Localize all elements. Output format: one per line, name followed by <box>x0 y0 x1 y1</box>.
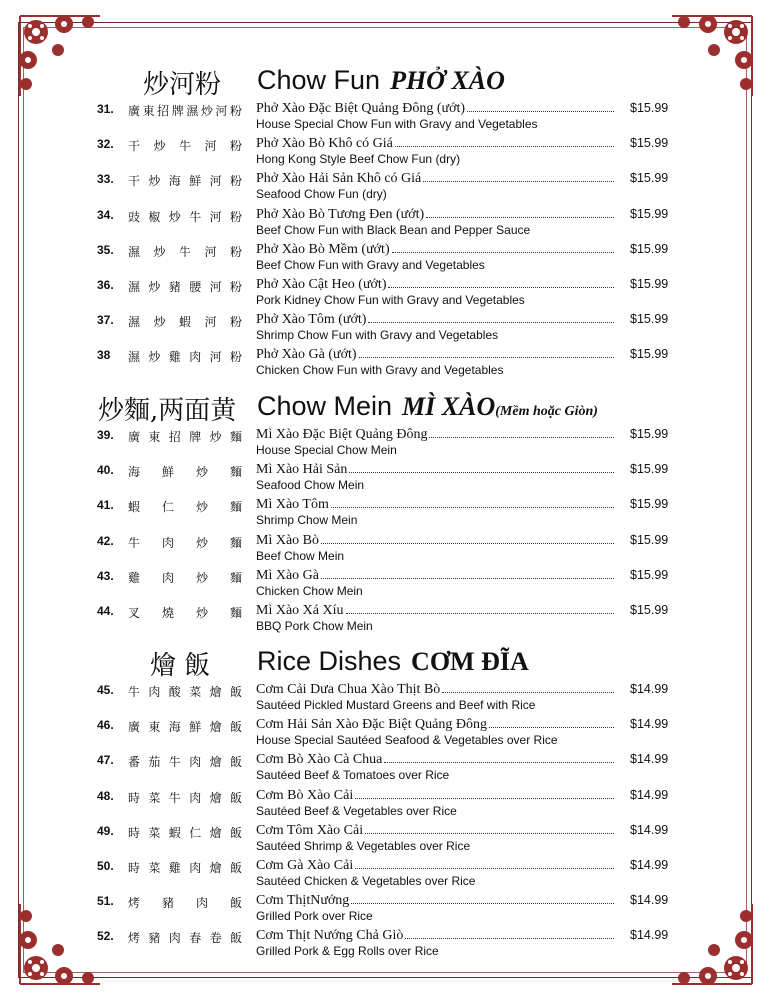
item-price: $15.99 <box>630 276 669 291</box>
section-header <box>0 64 772 100</box>
item-chinese-name: 牛肉酸菜燴飯 <box>128 685 242 699</box>
item-vietnamese-line <box>256 100 614 117</box>
dot-leader <box>368 311 614 323</box>
menu-item <box>0 170 772 205</box>
item-english-name: Hong Kong Style Beef Chow Fun (dry) <box>256 152 461 167</box>
item-chinese-name: 豉椒炒牛河粉 <box>128 209 242 224</box>
menu-item <box>0 346 772 381</box>
item-english-name: Grilled Pork over Rice <box>256 909 373 924</box>
section-rice-dishes <box>0 645 772 963</box>
menu-item <box>0 927 772 962</box>
item-vietnamese-name: Mì Xào Bò <box>256 532 319 548</box>
item-english-name: Seafood Chow Fun (dry) <box>256 187 387 202</box>
dot-leader <box>359 346 614 358</box>
item-english-name: Sautéed Chicken & Vegetables over Rice <box>256 873 476 888</box>
item-vietnamese-name: Mì Xào Tôm <box>256 497 329 513</box>
item-vietnamese-name: Phở Xào Gà (ướt) <box>256 347 357 363</box>
item-vietnamese-name: Cơm Cải Dưa Chua Xào Thịt Bò <box>256 682 441 697</box>
item-vietnamese-line <box>256 716 614 733</box>
item-number: 44. <box>97 603 114 618</box>
item-chinese-name: 海鮮炒麵 <box>128 465 242 480</box>
item-vietnamese-name: Phở Xào Hải Sản Khô có Giá <box>256 171 422 187</box>
section-note: (Mềm hoặc Giòn) <box>495 404 598 419</box>
section-chow-fun <box>0 64 772 382</box>
item-vietnamese-line <box>256 681 614 698</box>
section-chinese-title: 燴 飯 <box>150 651 211 681</box>
dot-leader <box>442 681 614 693</box>
menu-item <box>0 567 772 602</box>
dot-leader <box>423 170 614 182</box>
menu-item <box>0 751 772 786</box>
item-vietnamese-name: Cơm ThịtNướng <box>256 893 350 909</box>
item-chinese-name: 濕炒蝦河粉 <box>128 315 242 330</box>
item-english-name: Grilled Pork & Egg Rolls over Rice <box>256 944 439 959</box>
item-vietnamese-line <box>256 276 614 293</box>
item-price: $15.99 <box>630 427 669 441</box>
item-vietnamese-name: Cơm Gà Xào Cải <box>256 857 354 873</box>
menu-item <box>0 461 772 496</box>
item-number: 36. <box>97 277 114 292</box>
dot-leader <box>405 927 614 939</box>
item-english-name: Chicken Chow Fun with Gravy and Vegetables <box>256 363 504 378</box>
item-vietnamese-line <box>256 170 614 187</box>
item-price: $15.99 <box>630 206 669 221</box>
item-english-name: Sautéed Beef & Vegetables over Rice <box>256 803 457 818</box>
dot-leader <box>395 135 614 147</box>
menu-item <box>0 787 772 822</box>
item-english-name: House Special Sautéed Seafood & Vegetables over Rice <box>256 733 558 748</box>
item-vietnamese-name: Mì Xào Đặc Biệt Quảng Đông <box>256 427 428 442</box>
dot-leader <box>349 461 614 473</box>
item-number: 39. <box>97 428 114 442</box>
item-vietnamese-name: Phở Xào Cật Heo (ướt) <box>256 276 387 292</box>
dot-leader <box>351 892 614 904</box>
menu-item <box>0 496 772 531</box>
item-chinese-name: 濕炒牛河粉 <box>128 244 242 259</box>
section-chinese-title: 炒麵,两面黄 <box>98 396 237 426</box>
dot-leader <box>365 822 614 834</box>
item-vietnamese-line <box>256 532 614 549</box>
item-number: 47. <box>97 753 114 768</box>
section-chinese-title: 炒河粉 <box>143 70 222 100</box>
dot-leader <box>321 567 614 579</box>
item-price: $15.99 <box>630 101 669 115</box>
item-english-name: Seafood Chow Mein <box>256 478 365 493</box>
item-english-name: Beef Chow Fun with Black Bean and Pepper Sauce <box>256 222 531 237</box>
item-chinese-name: 烤豬肉飯 <box>128 896 242 911</box>
item-price: $15.99 <box>630 171 669 186</box>
section-header <box>0 390 772 426</box>
item-chinese-name: 番茄牛肉燴飯 <box>128 755 242 770</box>
item-vietnamese-line <box>256 787 614 804</box>
item-price: $15.99 <box>630 312 669 327</box>
menu-item <box>0 206 772 241</box>
item-price: $15.99 <box>630 602 669 617</box>
dot-leader <box>489 716 614 728</box>
item-chinese-name: 濕炒豬腰河粉 <box>128 279 242 294</box>
item-vietnamese-line <box>256 426 614 443</box>
item-english-name: House Special Chow Mein <box>256 443 397 457</box>
item-chinese-name: 時菜蝦仁燴飯 <box>128 825 242 840</box>
item-english-name: Beef Chow Fun with Gravy and Vegetables <box>256 257 485 272</box>
item-chinese-name: 雞肉炒麵 <box>128 570 242 585</box>
dot-leader <box>429 426 614 438</box>
item-chinese-name: 牛肉炒麵 <box>128 535 242 550</box>
item-number: 42. <box>97 533 114 548</box>
item-vietnamese-name: Cơm Bò Xào Cải <box>256 787 354 803</box>
item-number: 52. <box>97 929 114 944</box>
item-chinese-name: 叉燒炒麵 <box>128 605 242 620</box>
item-price: $15.99 <box>630 462 669 477</box>
item-chinese-name: 廣東海鮮燴飯 <box>128 720 242 735</box>
item-price: $15.99 <box>630 567 669 582</box>
item-number: 33. <box>97 172 114 187</box>
item-vietnamese-name: Cơm Thịt Nướng Chả Giò <box>256 928 404 944</box>
menu-item <box>0 716 772 751</box>
item-vietnamese-line <box>256 892 614 909</box>
menu-item <box>0 276 772 311</box>
item-english-name: BBQ Pork Chow Mein <box>256 618 373 633</box>
item-price: $14.99 <box>630 822 669 837</box>
section-english-title: Chow Mein MÌ XÀO(Mềm hoặc Giòn) <box>257 391 598 421</box>
item-vietnamese-line <box>256 751 614 768</box>
section-header <box>0 645 772 681</box>
menu-item <box>0 822 772 857</box>
menu-item <box>0 602 772 637</box>
dot-leader <box>346 602 615 614</box>
item-vietnamese-name: Phở Xào Bò Khô có Giá <box>256 136 393 152</box>
item-price: $14.99 <box>630 682 669 696</box>
dot-leader <box>426 206 614 218</box>
item-price: $14.99 <box>630 752 669 767</box>
item-number: 37. <box>97 313 114 328</box>
menu-item <box>0 532 772 567</box>
section-english-title: Chow Fun PHỞ XÀO <box>257 65 505 95</box>
item-vietnamese-line <box>256 241 614 258</box>
item-number: 32. <box>97 137 114 152</box>
menu-item <box>0 135 772 170</box>
item-number: 51. <box>97 894 114 909</box>
item-chinese-name: 干炒牛河粉 <box>128 139 242 154</box>
item-price: $15.99 <box>630 136 669 151</box>
item-vietnamese-line <box>256 206 614 223</box>
item-vietnamese-name: Cơm Bò Xào Cà Chua <box>256 752 383 768</box>
item-vietnamese-line <box>256 567 614 584</box>
item-english-name: Beef Chow Mein <box>256 548 345 563</box>
item-number: 49. <box>97 823 114 838</box>
item-english-name: Shrimp Chow Mein <box>256 513 358 528</box>
item-vietnamese-line <box>256 822 614 839</box>
section-vietnamese-title: PHỞ XÀO <box>390 66 505 95</box>
item-number: 48. <box>97 788 114 803</box>
item-price: $15.99 <box>630 497 669 512</box>
item-price: $15.99 <box>630 241 669 256</box>
dot-leader <box>355 857 614 869</box>
item-chinese-name: 干炒海鮮河粉 <box>128 174 242 189</box>
item-number: 40. <box>97 463 114 478</box>
item-number: 34. <box>97 207 114 222</box>
menu-item <box>0 311 772 346</box>
menu-item <box>0 857 772 892</box>
item-number: 38 <box>97 348 111 363</box>
item-chinese-name: 濕炒雞肉河粉 <box>128 350 242 365</box>
dot-leader <box>321 532 614 544</box>
item-chinese-name: 烤豬肉春卷飯 <box>128 931 242 946</box>
item-price: $15.99 <box>630 347 669 362</box>
item-number: 43. <box>97 568 114 583</box>
section-vietnamese-title: MÌ XÀO <box>402 392 496 421</box>
item-price: $14.99 <box>630 787 669 802</box>
item-number: 45. <box>97 683 114 697</box>
item-price: $14.99 <box>630 857 669 872</box>
item-vietnamese-name: Cơm Hải Sản Xào Đặc Biệt Quảng Đông <box>256 717 487 733</box>
item-vietnamese-name: Phở Xào Đặc Biệt Quảng Đông (ướt) <box>256 101 466 116</box>
item-price: $14.99 <box>630 717 669 732</box>
item-price: $15.99 <box>630 532 669 547</box>
item-vietnamese-name: Phở Xào Bò Mềm (ướt) <box>256 241 390 257</box>
item-chinese-name: 時菜雞肉燴飯 <box>128 860 242 875</box>
item-vietnamese-line <box>256 857 614 874</box>
section-vietnamese-title: CƠM ĐĨA <box>411 647 529 676</box>
item-english-name: Sautéed Beef & Tomatoes over Rice <box>256 768 450 783</box>
item-price: $14.99 <box>630 928 669 943</box>
item-english-name: Chicken Chow Mein <box>256 583 363 598</box>
item-number: 35. <box>97 242 114 257</box>
item-vietnamese-line <box>256 927 614 944</box>
item-vietnamese-name: Mì Xào Xá Xíu <box>256 602 344 618</box>
section-english-title: Rice Dishes CƠM ĐĨA <box>257 646 529 676</box>
dot-leader <box>392 241 614 253</box>
menu-item <box>0 241 772 276</box>
menu-item <box>0 100 772 135</box>
item-vietnamese-line <box>256 311 614 328</box>
dot-leader <box>331 496 614 508</box>
menu-item <box>0 426 772 461</box>
item-english-name: Sautéed Pickled Mustard Greens and Beef with Rice <box>256 698 536 712</box>
item-vietnamese-line <box>256 461 614 478</box>
item-vietnamese-name: Phở Xào Tôm (ướt) <box>256 312 367 328</box>
item-vietnamese-name: Phở Xào Bò Tương Đen (ướt) <box>256 206 425 222</box>
dot-leader <box>388 276 614 288</box>
item-english-name: Shrimp Chow Fun with Gravy and Vegetables <box>256 328 499 343</box>
section-chow-mein <box>0 390 772 637</box>
item-english-name: Sautéed Shrimp & Vegetables over Rice <box>256 838 471 853</box>
item-number: 50. <box>97 858 114 873</box>
item-vietnamese-name: Mì Xào Gà <box>256 567 319 583</box>
menu-item <box>0 681 772 716</box>
dot-leader <box>355 787 614 799</box>
dot-leader <box>467 100 614 112</box>
item-vietnamese-line <box>256 346 614 363</box>
item-chinese-name: 蝦仁炒麵 <box>128 500 242 515</box>
item-number: 46. <box>97 718 114 733</box>
item-chinese-name: 廣東招牌濕炒河粉 <box>128 104 242 118</box>
item-number: 41. <box>97 498 114 513</box>
item-english-name: Pork Kidney Chow Fun with Gravy and Vegetables <box>256 292 525 307</box>
dot-leader <box>384 751 614 763</box>
item-chinese-name: 時菜牛肉燴飯 <box>128 790 242 805</box>
item-vietnamese-line <box>256 496 614 513</box>
item-vietnamese-line <box>256 602 614 619</box>
item-vietnamese-name: Cơm Tôm Xào Cải <box>256 822 364 838</box>
item-price: $14.99 <box>630 893 669 908</box>
item-vietnamese-line <box>256 135 614 152</box>
item-number: 31. <box>97 102 114 116</box>
menu-item <box>0 892 772 927</box>
item-vietnamese-name: Mì Xào Hải Sản <box>256 462 348 478</box>
item-chinese-name: 廣東招牌炒麵 <box>128 430 242 444</box>
item-english-name: House Special Chow Fun with Gravy and Vegetables <box>256 117 538 131</box>
